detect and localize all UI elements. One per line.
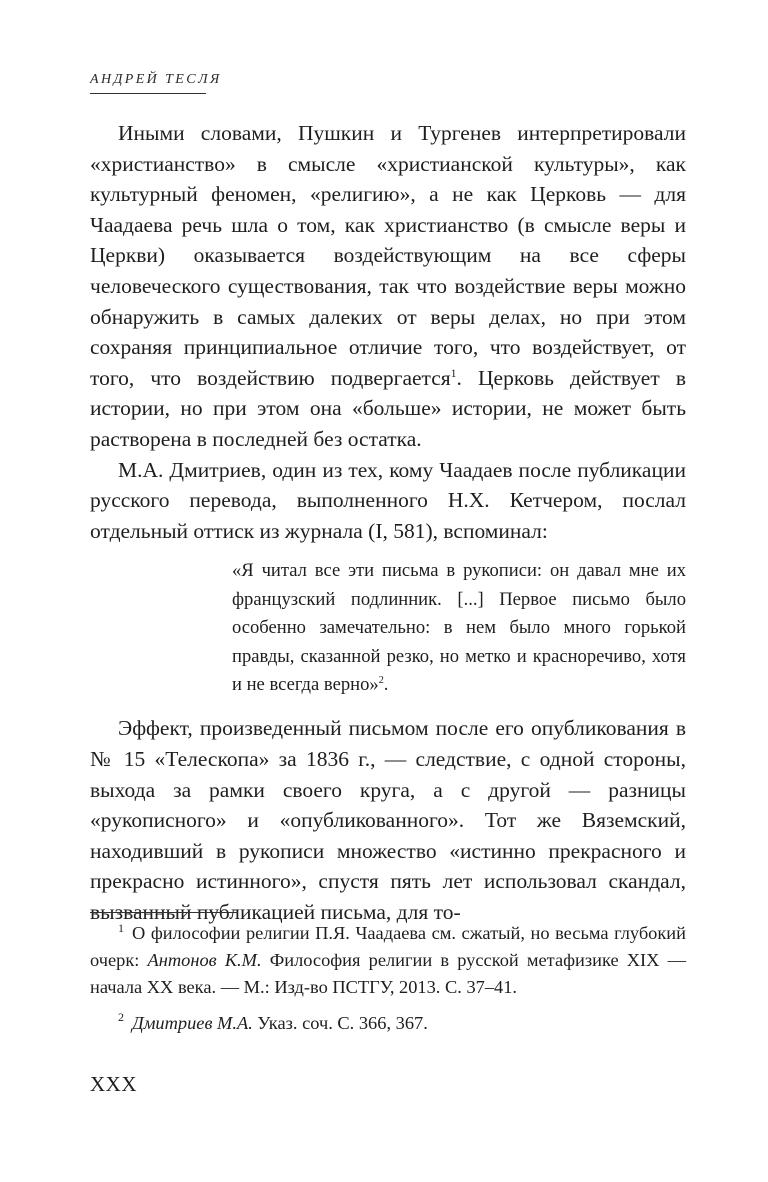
- footnotes: [90, 920, 686, 1045]
- footnote-rest: Указ. соч. С. 366, 367.: [252, 1012, 428, 1033]
- footnote-lead: О философии религии П.Я. Чаадаева см. сжатый, но весьма глубокий очерк:: [90, 923, 686, 971]
- body-text: [90, 118, 686, 928]
- running-head: АНДРЕЙ ТЕСЛЯ: [90, 72, 222, 87]
- footnote-number: 1: [118, 920, 124, 935]
- footnote-number: 2: [118, 1010, 124, 1025]
- paragraph-1-text-a: Иными словами, Пушкин и Тургенев интерпретировали «христианство» в смысле «христианской культуры», как культурный феномен, «религию», а не как Церковь — для Чаадаева речь шла о том, как христианство (в смысле веры и Церкви) оказывается воздействующим на все сферы человеческого существования, так что воздействие веры можно обнаружить в самых далеких от веры делах, но при этом сохраняя принципиальное отличие того, что воздействует, от того, что воздействию подвергается: [90, 121, 686, 390]
- footnote-rest: Философия религии в русской метафизике XIX — начала XX века. — М.: Изд-во ПСТГУ, 2013. С. 37–41.: [90, 950, 686, 998]
- paragraph-1: [90, 118, 686, 455]
- quote-text: «Я читал все эти письма в рукописи: он давал мне их французский подлинник. [...] Первое письмо было особенно замечательно: в нем было много горькой правды, сказанной резко, но метко и красноречиво, хотя и не всегда верно»: [232, 560, 686, 695]
- paragraph-2: М.А. Дмитриев, один из тех, кому Чаадаев после публикации русского перевода, выполненного Н.Х. Кетчером, послал отдельный оттиск из журнала (I, 581), вспоминал:: [90, 457, 686, 543]
- running-head-rule: [90, 93, 206, 94]
- footnote-author: Дмитриев М.А.: [132, 1012, 253, 1033]
- paragraph-1-text-b: . Церковь действует в истории, но при этом она «больше» истории, не может быть растворена в последней без остатка.: [90, 365, 686, 451]
- quote-end: .: [383, 673, 389, 695]
- footnote-ref-2[interactable]: 2: [378, 674, 384, 686]
- footnote-author: Антонов К.М.: [147, 950, 262, 971]
- page-number: XXX: [90, 1072, 137, 1096]
- footnote-2: [90, 1010, 686, 1037]
- book-page: [90, 0, 686, 1182]
- footnote-1: [90, 920, 686, 1002]
- footnote-ref-1[interactable]: 1: [450, 365, 457, 380]
- paragraph-3: Эффект, произведенный письмом после его опубликования в № 15 «Телескопа» за 1836 г., — следствие, с одной стороны, выхода за рамки своего круга, а с другой — разницы «рукописного» и «опубликованного». Тот же Вяземский, находивший в рукописи множество «истинно прекрасного и прекрасно истинного», спустя пять лет использовал скандал, вызванный публикацией письма, для то-: [90, 716, 686, 924]
- block-quote: [232, 557, 686, 699]
- footnote-rule: [90, 912, 238, 913]
